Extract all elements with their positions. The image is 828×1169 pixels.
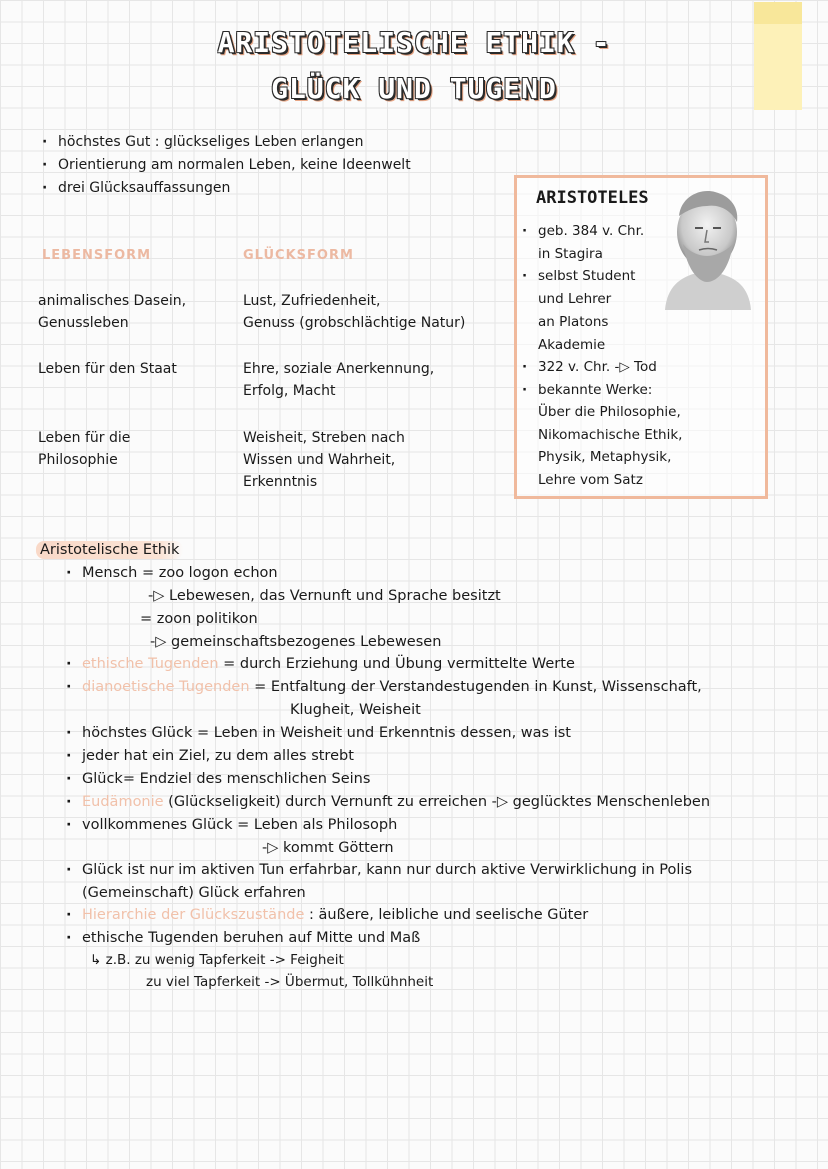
fact-line: in Stagira — [538, 245, 603, 262]
aristoteles-box-title: ARISTOTELES — [536, 188, 649, 208]
ethik-text: jeder hat ein Ziel, zu dem alles strebt — [82, 748, 354, 764]
lebensform-text: animalisches Dasein, — [38, 293, 187, 309]
ethik-subline: Klugheit, Weisheit — [290, 702, 421, 718]
column-header-lebensform: LEBENSFORM — [42, 248, 152, 263]
aristoteles-bust-icon — [659, 186, 755, 310]
ethik-bullet — [66, 768, 370, 791]
ethik-highlight: dianoetische Tugenden — [82, 679, 250, 695]
gluecksform-text: Erfolg, Macht — [243, 383, 336, 399]
ethik-text: höchstes Glück = Leben in Weisheit und Erkenntnis dessen, was ist — [82, 725, 571, 741]
ethik-subline: = zoon politikon — [140, 611, 258, 627]
ethik-text: Glück ist nur im aktiven Tun erfahrbar, kann nur durch aktive Verwirklichung in Polis — [82, 862, 693, 878]
gluecksform-text: Wissen und Wahrheit, — [243, 452, 396, 468]
work-title: Lehre vom Satz — [538, 472, 643, 489]
ethik-bullet — [66, 791, 710, 814]
ethik-highlight: Eudämonie — [82, 794, 164, 810]
fact-line: · 322 v. Chr. -▷ Tod — [522, 356, 672, 379]
fact-line: · geb. 384 v. Chr. — [522, 220, 672, 243]
gluecksform-text: Weisheit, Streben nach — [243, 430, 405, 446]
ethik-bullet — [66, 722, 571, 745]
section-heading-ethik: Aristotelische Ethik — [36, 541, 183, 559]
ethik-highlight: ethische Tugenden — [82, 656, 219, 672]
gluecksform-text: Ehre, soziale Anerkennung, — [243, 361, 435, 377]
fact-line: und Lehrer — [538, 291, 612, 308]
table-row — [243, 427, 405, 493]
gluecksform-text: Genuss (grobschlächtige Natur) — [243, 315, 466, 331]
table-row — [38, 358, 177, 380]
ethik-bullet — [66, 904, 588, 927]
gluecksform-text: Erkenntnis — [243, 474, 318, 490]
page-title-line2: GLÜCK UND TUGEND — [271, 72, 557, 105]
intro-bullet: · höchstes Gut : glückseliges Leben erlangen — [42, 131, 411, 154]
ethik-bullet — [66, 745, 354, 768]
ethik-subline: -▷ gemeinschaftsbezogenes Lebewesen — [150, 634, 442, 650]
intro-bullet: · drei Glücksauffassungen — [42, 177, 411, 200]
ethik-bullet — [66, 562, 278, 585]
page-title-line1: ARISTOTELISCHE ETHIK - — [217, 26, 611, 59]
ethik-text: Glück= Endziel des menschlichen Seins — [82, 771, 371, 787]
lebensform-text: Philosophie — [38, 452, 118, 468]
lebensform-text: Leben für die — [38, 430, 131, 446]
gluecksform-text: Lust, Zufriedenheit, — [243, 293, 381, 309]
ethik-bullet — [66, 676, 702, 699]
ethik-text: (Glückseligkeit) durch Vernunft zu erreichen -▷ geglücktes Menschenleben — [163, 794, 711, 810]
fact-line: Akademie — [538, 336, 606, 353]
work-title: Nikomachische Ethik, — [538, 426, 683, 443]
ethik-example: zu viel Tapferkeit -> Übermut, Tollkühnheit — [146, 974, 434, 990]
column-header-gluecksform: GLÜCKSFORM — [243, 248, 354, 263]
ethik-text: = Entfaltung der Verstandestugenden in Kunst, Wissenschaft, — [249, 679, 702, 695]
fact-line: · selbst Student — [522, 265, 672, 288]
ethik-example: ↳ z.B. zu wenig Tapferkeit -> Feigheit — [90, 952, 344, 968]
ethik-text: vollkommenes Glück = Leben als Philosoph — [82, 817, 398, 833]
ethik-text: = durch Erziehung und Übung vermittelte Werte — [218, 656, 575, 672]
fact-line: · bekannte Werke: — [522, 379, 672, 402]
ethik-subline: -▷ kommt Göttern — [262, 840, 394, 856]
ethik-text: ethische Tugenden beruhen auf Mitte und Maß — [82, 930, 421, 946]
ethik-bullet — [66, 859, 692, 882]
intro-bullet-list — [42, 131, 411, 200]
ethik-subline: -▷ Lebewesen, das Vernunft und Sprache besitzt — [148, 588, 501, 604]
fact-line: an Platons — [538, 313, 609, 330]
table-row — [243, 358, 434, 402]
lebensform-text: Genussleben — [38, 315, 129, 331]
aristoteles-facts — [522, 220, 672, 402]
table-row — [38, 290, 186, 334]
ethik-bullet — [66, 927, 420, 950]
ethik-bullet — [66, 814, 397, 837]
intro-bullet: · Orientierung am normalen Leben, keine Ideenwelt — [42, 154, 411, 177]
work-title: Über die Philosophie, — [538, 404, 681, 420]
work-title: Physik, Metaphysik, — [538, 449, 672, 466]
ethik-text: Mensch = zoo logon echon — [82, 565, 278, 581]
table-row — [38, 427, 130, 471]
ethik-text: : äußere, leibliche und seelische Güter — [304, 907, 589, 923]
ethik-bullet — [66, 653, 575, 676]
ethik-subline: (Gemeinschaft) Glück erfahren — [82, 885, 306, 901]
table-row — [243, 290, 465, 334]
aristoteles-works — [538, 401, 682, 492]
ethik-highlight: Hierarchie der Glückszustände — [82, 907, 305, 923]
lebensform-text: Leben für den Staat — [38, 361, 177, 377]
